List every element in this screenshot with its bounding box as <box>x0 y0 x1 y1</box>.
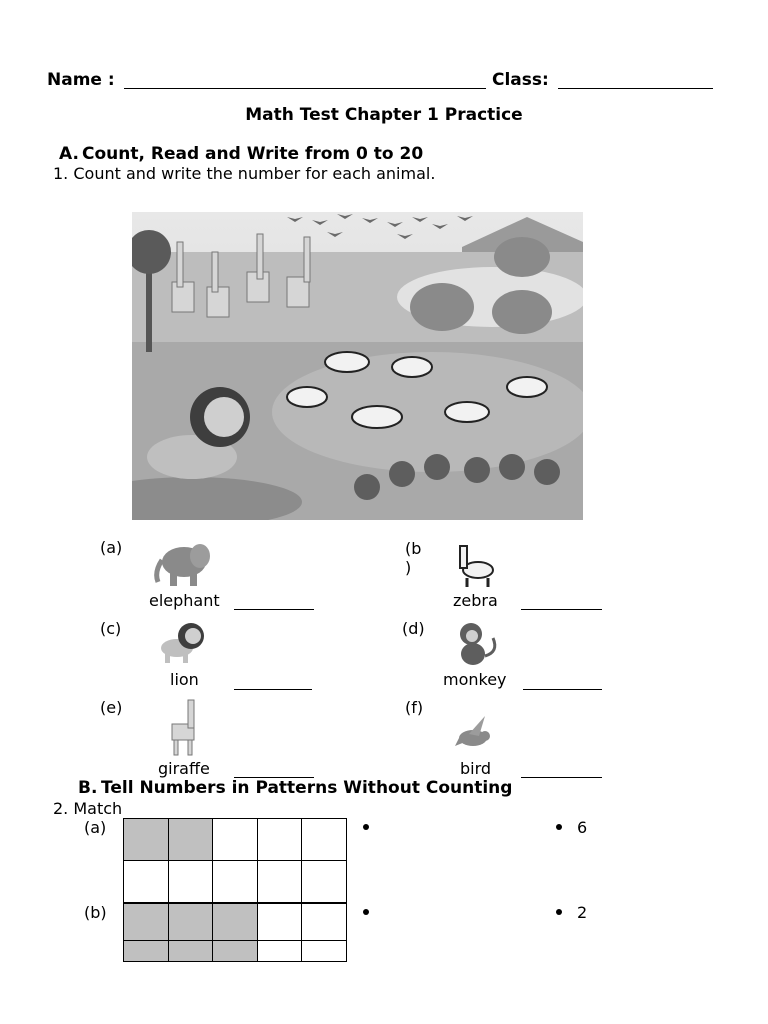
class-field[interactable] <box>558 88 713 89</box>
grid-cell <box>124 941 169 962</box>
grid-cell <box>302 819 347 861</box>
grid-cell <box>302 861 347 903</box>
name-field[interactable] <box>124 88 486 89</box>
match-b-grid <box>123 903 347 962</box>
grid-cell <box>302 941 347 962</box>
grid-cell <box>124 819 169 861</box>
lion-icon <box>157 618 207 664</box>
item-d-marker: (d) <box>402 619 425 638</box>
zebra-icon <box>452 540 498 588</box>
grid-cell <box>213 861 258 903</box>
grid-cell <box>213 941 258 962</box>
item-d-label: monkey <box>443 670 507 689</box>
item-a-label: elephant <box>149 591 220 610</box>
elephant-icon <box>152 538 214 588</box>
match-a-left-dot[interactable] <box>363 824 369 830</box>
grid-cell <box>124 904 169 941</box>
item-d-answer-line[interactable] <box>523 689 602 690</box>
match-b-marker: (b) <box>84 903 107 922</box>
class-label: Class: <box>492 70 549 90</box>
bird-icon <box>455 714 495 756</box>
item-f-answer-line[interactable] <box>521 777 602 778</box>
item-c-answer-line[interactable] <box>234 689 312 690</box>
item-b-label: zebra <box>453 591 498 610</box>
grid-cell <box>257 819 302 861</box>
grid-cell <box>168 941 213 962</box>
monkey-icon <box>453 620 501 668</box>
grid-cell <box>213 904 258 941</box>
giraffe-icon <box>164 696 204 756</box>
grid-cell <box>168 819 213 861</box>
match-a-marker: (a) <box>84 818 107 837</box>
grid-cell <box>124 861 169 903</box>
item-e-marker: (e) <box>100 698 123 717</box>
item-a-marker: (a) <box>100 538 123 557</box>
name-label: Name : <box>47 70 115 90</box>
section-a-letter: A. <box>59 144 79 164</box>
animal-scene-image <box>132 212 583 520</box>
match-a-grid <box>123 818 347 903</box>
match-b-right-dot[interactable] <box>556 909 562 915</box>
item-a-answer-line[interactable] <box>234 609 314 610</box>
item-c-label: lion <box>170 670 199 689</box>
item-c-marker: (c) <box>100 619 122 638</box>
grid-cell <box>302 904 347 941</box>
section-b-letter: B. <box>78 778 98 798</box>
grid-cell <box>257 861 302 903</box>
item-f-marker: (f) <box>405 698 424 717</box>
item-f-label: bird <box>460 759 492 778</box>
section-b-heading: Tell Numbers in Patterns Without Counting <box>101 778 513 798</box>
grid-cell <box>168 904 213 941</box>
item-b-answer-line[interactable] <box>521 609 602 610</box>
match-b-left-dot[interactable] <box>363 909 369 915</box>
grid-cell <box>213 819 258 861</box>
match-a-right-dot[interactable] <box>556 824 562 830</box>
grid-cell <box>257 941 302 962</box>
match-b-answer: 2 <box>577 903 588 922</box>
section-a-heading: Count, Read and Write from 0 to 20 <box>82 144 424 164</box>
item-b-marker: (b ) <box>405 539 422 577</box>
grid-cell <box>168 861 213 903</box>
page-title: Math Test Chapter 1 Practice <box>245 105 523 125</box>
match-a-answer: 6 <box>577 818 588 837</box>
question-2: 2. Match <box>53 799 123 818</box>
item-e-label: giraffe <box>158 759 210 778</box>
grid-cell <box>257 904 302 941</box>
question-1: 1. Count and write the number for each animal. <box>53 164 436 183</box>
